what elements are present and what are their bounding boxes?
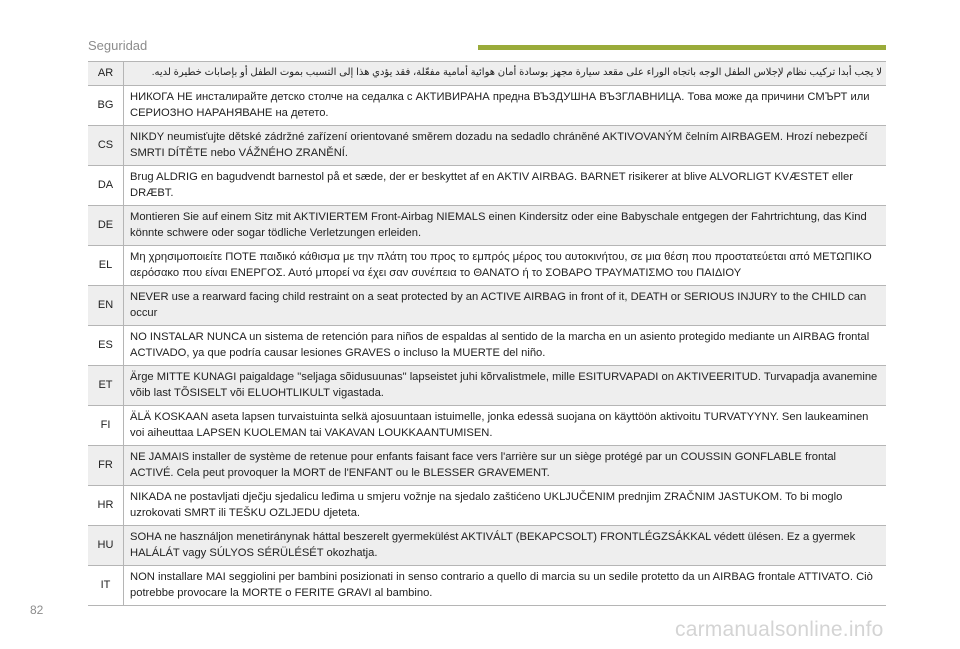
language-code: HU [88,526,124,565]
warning-text: NIKDY neumisťujte dětské zádržné zařízení orientované směrem dozadu na sedadlo chráněné AKTIVOVANÝM čelním AIRBAGEM. Hrozí nebezpečí SMRTI DÍTĚTE nebo VÁŽNÉHO ZRANĚNÍ. [130,130,868,159]
language-code: ES [88,326,124,365]
language-code: IT [88,566,124,605]
warning-text: Μη χρησιμοποιείτε ΠΟΤΕ παιδικό κάθισμα με την πλάτη του προς το εμπρός μέρος του αυτοκινήτου, σε μια θέση που προστατεύεται από ΜΕΤΩΠΙΚΟ αερόσακο που είναι ΕΝΕΡΓΟΣ. Αυτό μπορεί να έχει σαν συνέπεια το ΘΑΝΑΤΟ ή το ΣΟΒΑΡΟ ΤΡΑΥΜΑΤΙΣΜΟ του ΠΑΙΔΙΟΥ [130,250,872,279]
language-code: FI [88,406,124,445]
section-title: Seguridad [88,38,148,53]
warning-table [88,61,886,606]
language-code: ET [88,366,124,405]
warning-text: ÄLÄ KOSKAAN aseta lapsen turvaistuinta selkä ajosuuntaan istuimelle, jonka edessä suojana on käyttöön aktivoitu TURVATYYNY. Sen laukeaminen voi aiheuttaa LAPSEN KUOLEMAN tai VAKAVAN LOUKKAANTUMISEN. [130,410,869,439]
table-row [88,405,886,445]
warning-text: Ärge MITTE KUNAGI paigaldage "seljaga sõidusuunas" lapseistet juhi kõrvalistmele, mille ESITURVAPADI on AKTIVEERITUD. Turvapadja avanemine võib last TÕSISELT või ELUOHTLIKULT vigastada. [130,370,878,399]
language-code: DE [88,206,124,245]
table-row [88,285,886,325]
language-code: HR [88,486,124,525]
warning-text: لا يجب أبدا تركيب نظام لإجلاس الطفل الوجه باتجاه الوراء على مقعد سيارة مجهز بوسادة أمان هوائية أمامية مفعّلة، فقد يؤدي هذا إلى التسبب بموت الطفل أو بإصابات خطيرة لديه. [151,67,882,78]
table-row [88,485,886,525]
warning-text: NO INSTALAR NUNCA un sistema de retención para niños de espaldas al sentido de la marcha en un asiento protegido mediante un AIRBAG frontal ACTIVADO, ya que podría causar lesiones GRAVES o incluso la MUERTE del niño. [130,330,870,359]
table-row [88,445,886,485]
warning-text: NEVER use a rearward facing child restraint on a seat protected by an ACTIVE AIRBAG in front of it, DEATH or SERIOUS INJURY to the CHILD can occur [130,290,867,319]
warning-text: Montieren Sie auf einem Sitz mit AKTIVIERTEM Front-Airbag NIEMALS einen Kindersitz oder eine Babyschale entgegen der Fahrtrichtung, das Kind könnte schwere oder sogar tödliche Verletzungen erleiden. [130,210,867,239]
language-code: CS [88,126,124,165]
warning-text: NIKADA ne postavljati dječju sjedalicu leđima u smjeru vožnje na sjedalo zaštićeno UKLJUČENIM prednjim ZRAČNIM JASTUKOM. To bi moglo uzrokovati SMRT ili TEŠKU OZLJEDU djeteta. [130,490,843,519]
warning-text: SOHA ne használjon menetiránynak háttal beszerelt gyermekülést AKTIVÁLT (BEKAPCSOLT) FRONTLÉGZSÁKKAL védett ülésen. Ez a gyermek HALÁLÁT vagy SÚLYOS SÉRÜLÉSÉT okozhatja. [130,530,856,559]
page-number: 82 [30,603,44,617]
table-row [88,365,886,405]
language-code: BG [88,86,124,125]
warning-text: NE JAMAIS installer de système de retenue pour enfants faisant face vers l'arrière sur un siège protégé par un COUSSIN GONFLABLE frontal ACTIVÉ. Cela peut provoquer la MORT de l'ENFANT ou le BLESSER GRAVEMENT. [130,450,837,479]
warning-text: НИКОГА НЕ инсталирайте детско столче на седалка с АКТИВИРАНА предна ВЪЗДУШНА ВЪЗГЛАВНИЦА. Това може да причини СМЪРТ или СЕРИОЗНО НАРАНЯВАНЕ на детето. [130,90,870,119]
table-row [88,525,886,565]
watermark: carmanualsonline.info [675,618,884,641]
table-row [88,85,886,125]
table-row [88,565,886,606]
language-code: EL [88,246,124,285]
table-row [88,125,886,165]
table-row [88,205,886,245]
table-row [88,325,886,365]
language-code: FR [88,446,124,485]
header-accent-bar [478,45,886,50]
language-code: DA [88,166,124,205]
table-row [88,61,886,85]
warning-text: NON installare MAI seggiolini per bambini posizionati in senso contrario a quello di marcia su un sedile protetto da un AIRBAG frontale ATTIVATO. Ciò potrebbe provocare la MORTE o FERITE GRAVI al bambino. [130,570,873,599]
warning-text: Brug ALDRIG en bagudvendt barnestol på et sæde, der er beskyttet af en AKTIV AIRBAG. BARNET risikerer at blive ALVORLIGT KVÆSTET eller DRÆBT. [130,170,853,199]
language-code: AR [88,62,124,85]
language-code: EN [88,286,124,325]
table-row [88,245,886,285]
table-row [88,165,886,205]
